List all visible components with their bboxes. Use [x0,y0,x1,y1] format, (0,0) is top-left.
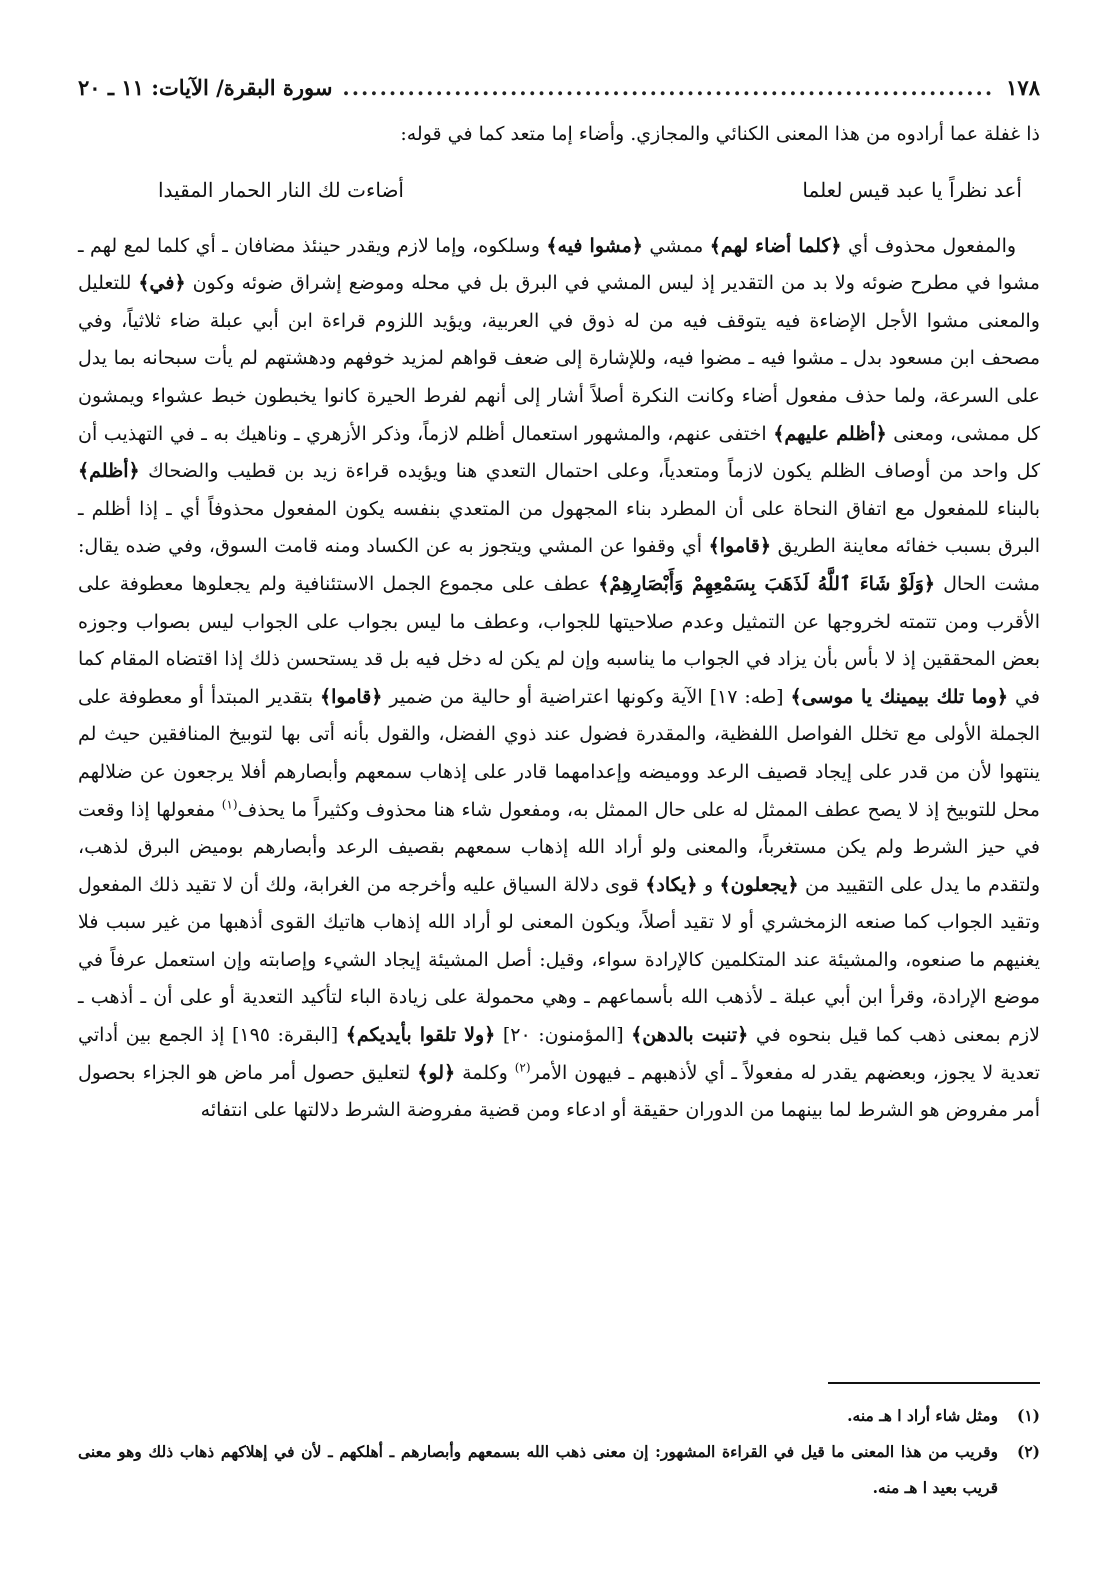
verse-second-hemistich: أضاءت لك النار الحمار المقيدا [158,177,404,202]
quran-quote: ﴿أظلم عليهم﴾ [773,422,887,445]
text-segment: [طه: ١٧] الآية وكونها اعتراضية أو حالية من ضمير [389,685,784,708]
quran-quote: ﴿لو﴾ [417,1061,456,1084]
text-segment: و [703,873,714,896]
quran-quote: ﴿يكاد﴾ [645,873,698,896]
page-header [78,60,1040,116]
footnote-list [78,1398,1040,1506]
quran-quote: ﴿قاموا﴾ [708,535,772,558]
footnote-item [78,1398,1040,1434]
text-segment: [المؤمنون: ٢٠] [502,1024,624,1047]
quran-quote: ﴿وَلَوْ شَاءَ ٱللَّهُ لَذَهَبَ بِسَمْعِهِمْ وَأَبْصَارِهِمْ﴾ [598,572,936,595]
footnote-item [78,1434,1040,1506]
running-title: سورة البقرة/ الآيات: ١١ ـ ٢٠ [78,75,333,100]
text-segment: للتعليل والمعنى مشوا الأجل الإضاءة فيه يتوقف فيه من له ذوق في العربية، ويؤيد اللزوم قراءة ابن أبي عبلة ضاء ثلاثياً، وفي مصحف ابن مسعود بدل ـ مشوا فيه ـ مضوا فيه، وللإشارة إلى ضعف قواهم لمزيد خوفهم ودهشتهم لم يأت سبحانه بما يدل على السرعة، ولما حذف مفعول أضاء وكانت النكرة أصلاً أشار إلى أنهم لفرط الحيرة كانوا يخبطون خبط عشواء ويمشون كل ممشى، ومعنى [78,272,1041,445]
quran-quote: ﴿يجعلون﴾ [719,873,799,896]
text-segment: بتقدير المبتدأ أو معطوفة على الجملة الأولى مع تخلل الفواصل اللفظية، والمقدرة فضول عند ذوي الفضل، والقول بأنه أتى بها لتوبيخ المنافقين حيث لم ينتهوا لأن من قدر على إيجاد قصيف الرعد ووميضه وإعدامهما قادر على إذهاب سمعهم وأبصارهم أفلا يرجعون عن ضلالهم محل للتوبيخ إذ لا يصح عطف الممثل له على حال الممثل به، ومفعول شاء هنا محذوف وكثيراً ما يحذف [78,685,1040,821]
footnote-text: وقريب من هذا المعنى ما قيل في القراءة المشهور: إن معنى ذهب الله بسمعهم وأبصارهم ـ أهلكهم ـ لأن في إهلاكهم ذهاب ذلك وهو معنى قريب بعيد ا هـ منه. [78,1442,998,1497]
quran-quote: ﴿كلما أضاء لهم﴾ [709,234,842,257]
text-segment: [البقرة: ١٩٥] إذ الجمع بين أداتي تعدية لا يجوز، وبعضهم يقدر له مفعولاً ـ أي لأذهبهم ـ فيهون الأمر [78,1024,1041,1084]
footnote-divider [828,1382,1040,1384]
header-leader-dots [344,60,994,116]
text-segment: أي وقفوا عن المشي ويتجوز به عن الكساد ومنه قامت السوق، وفي ضده يقال: مشت الحال [78,535,1040,595]
footnote-number: (١) [1016,1406,1040,1425]
text-segment: وكلمة [462,1061,508,1084]
text-segment: مفعولها إذا وقعت في حيز الشرط ولم يكن مستغرباً، والمعنى ولو أراد الله إذهاب سمعهم بقصيف الرعد وأبصارهم بوميض البرق لذهب، ولتقدم ما يدل على التقييد من [78,798,1041,896]
quran-quote: ﴿مشوا فيه﴾ [546,234,643,257]
footnote-ref-2[interactable]: (٢) [514,1060,531,1075]
verse-first-hemistich: أعد نظراً يا عبد قيس لعلما [802,177,1022,202]
main-paragraph [78,228,1040,1130]
quran-quote: ﴿قاموا﴾ [320,685,383,708]
body-text [78,116,1040,1130]
text-segment: وسلكوه، وإما لازم ويقدر حينئذ مضافان ـ أي كلما لمع لهم ـ مشوا في مطرح ضوئه ولا بد من التقدير إذ ليس المشي في البرق بل في محله وموضع إشراق ضوئه وكون [78,234,1040,295]
text-segment: عطف على مجموع الجمل الاستئنافية ولم يجعلوها معطوفة على الأقرب ومن تتمته لخروجها عن التمثيل وعدم صلاحيتها للجواب، وعطف ما ليس بجواب على الجواب ليس بصواب وجوزه بعض المحققين إذ لا بأس بأن يزاد في الجواب ما يناسبه وإن لم يكن له دخل فيه بل قد يستحسن ذلك إذا اقتضاه المقام كما في [78,572,1040,708]
quran-quote: ﴿في﴾ [138,272,186,295]
text-segment: والمفعول محذوف أي [848,234,1017,257]
text-segment: لتعليق حصول أمر ماض هو الجزاء بحصول أمر مفروض هو الشرط لما بينهما من الدوران حقيقة أو ادعاء ومن قضية مفروضة الشرط دلالتها على انتفائه [78,1061,1040,1122]
footnote-text: ومثل شاء أراد ا هـ منه. [847,1406,998,1425]
text-segment: بالبناء للمفعول مع اتفاق النحاة على أن المطرد بناء المجهول من المتعدي بنفسه يكون المفعول محذوفاً أي ـ إذا أظلم ـ البرق بسبب خفائه معاينة الطريق [78,497,1041,558]
intro-line: ذا غفلة عما أرادوه من هذا المعنى الكنائي والمجازي. وأضاء إما متعد كما في قوله: [400,123,1040,145]
footnote-number: (٢) [1016,1442,1040,1461]
quran-quote: ﴿أظلم﴾ [78,460,140,483]
quran-quote: ﴿ولا تلقوا بأيديكم﴾ [345,1024,496,1047]
quran-quote: ﴿وما تلك بيمينك يا موسى﴾ [790,685,1009,708]
poetry-verse [158,170,1022,210]
book-page [78,60,1040,1540]
page-number: ١٧٨ [1006,75,1040,100]
footnotes-section [78,1382,1040,1506]
footnote-ref-1[interactable]: (١) [221,797,238,812]
text-segment: اختفى عنهم، والمشهور استعمال أظلم لازماً، وذكر الأزهري ـ وناهيك به ـ في التهذيب أن كل واحد من أوصاف الظلم يكون لازماً ومتعدياً، وعلى احتمال التعدي هنا ويؤيده قراءة زيد بن قطيب والضحاك [78,422,1040,483]
text-segment: قوى دلالة السياق عليه وأخرجه من الغرابة، ولك أن لا تقيد ذلك المفعول وتقيد الجواب كما صنعه الزمخشري أو لا تقيد أصلاً، ويكون المعنى لو أراد الله إذهاب هاتيك القوى أذهبها من غير سبب فلا يغنيهم ما صنعوه، والمشيئة عند المتكلمين كالإرادة سواء، وقيل: أصل المشيئة إيجاد الشيء وإصابته وإن استعمل عرفاً في موضع الإرادة، وقرأ ابن أبي عبلة ـ لأذهب الله بأسماعهم ـ وهي محمولة على زيادة الباء لتأكيد التعدية أو على أن ـ أذهب ـ لازم بمعنى ذهب كما قيل بنحوه في [78,873,1040,1047]
quran-quote: ﴿تنبت بالدهن﴾ [631,1024,749,1047]
text-segment: ممشي [649,234,704,257]
